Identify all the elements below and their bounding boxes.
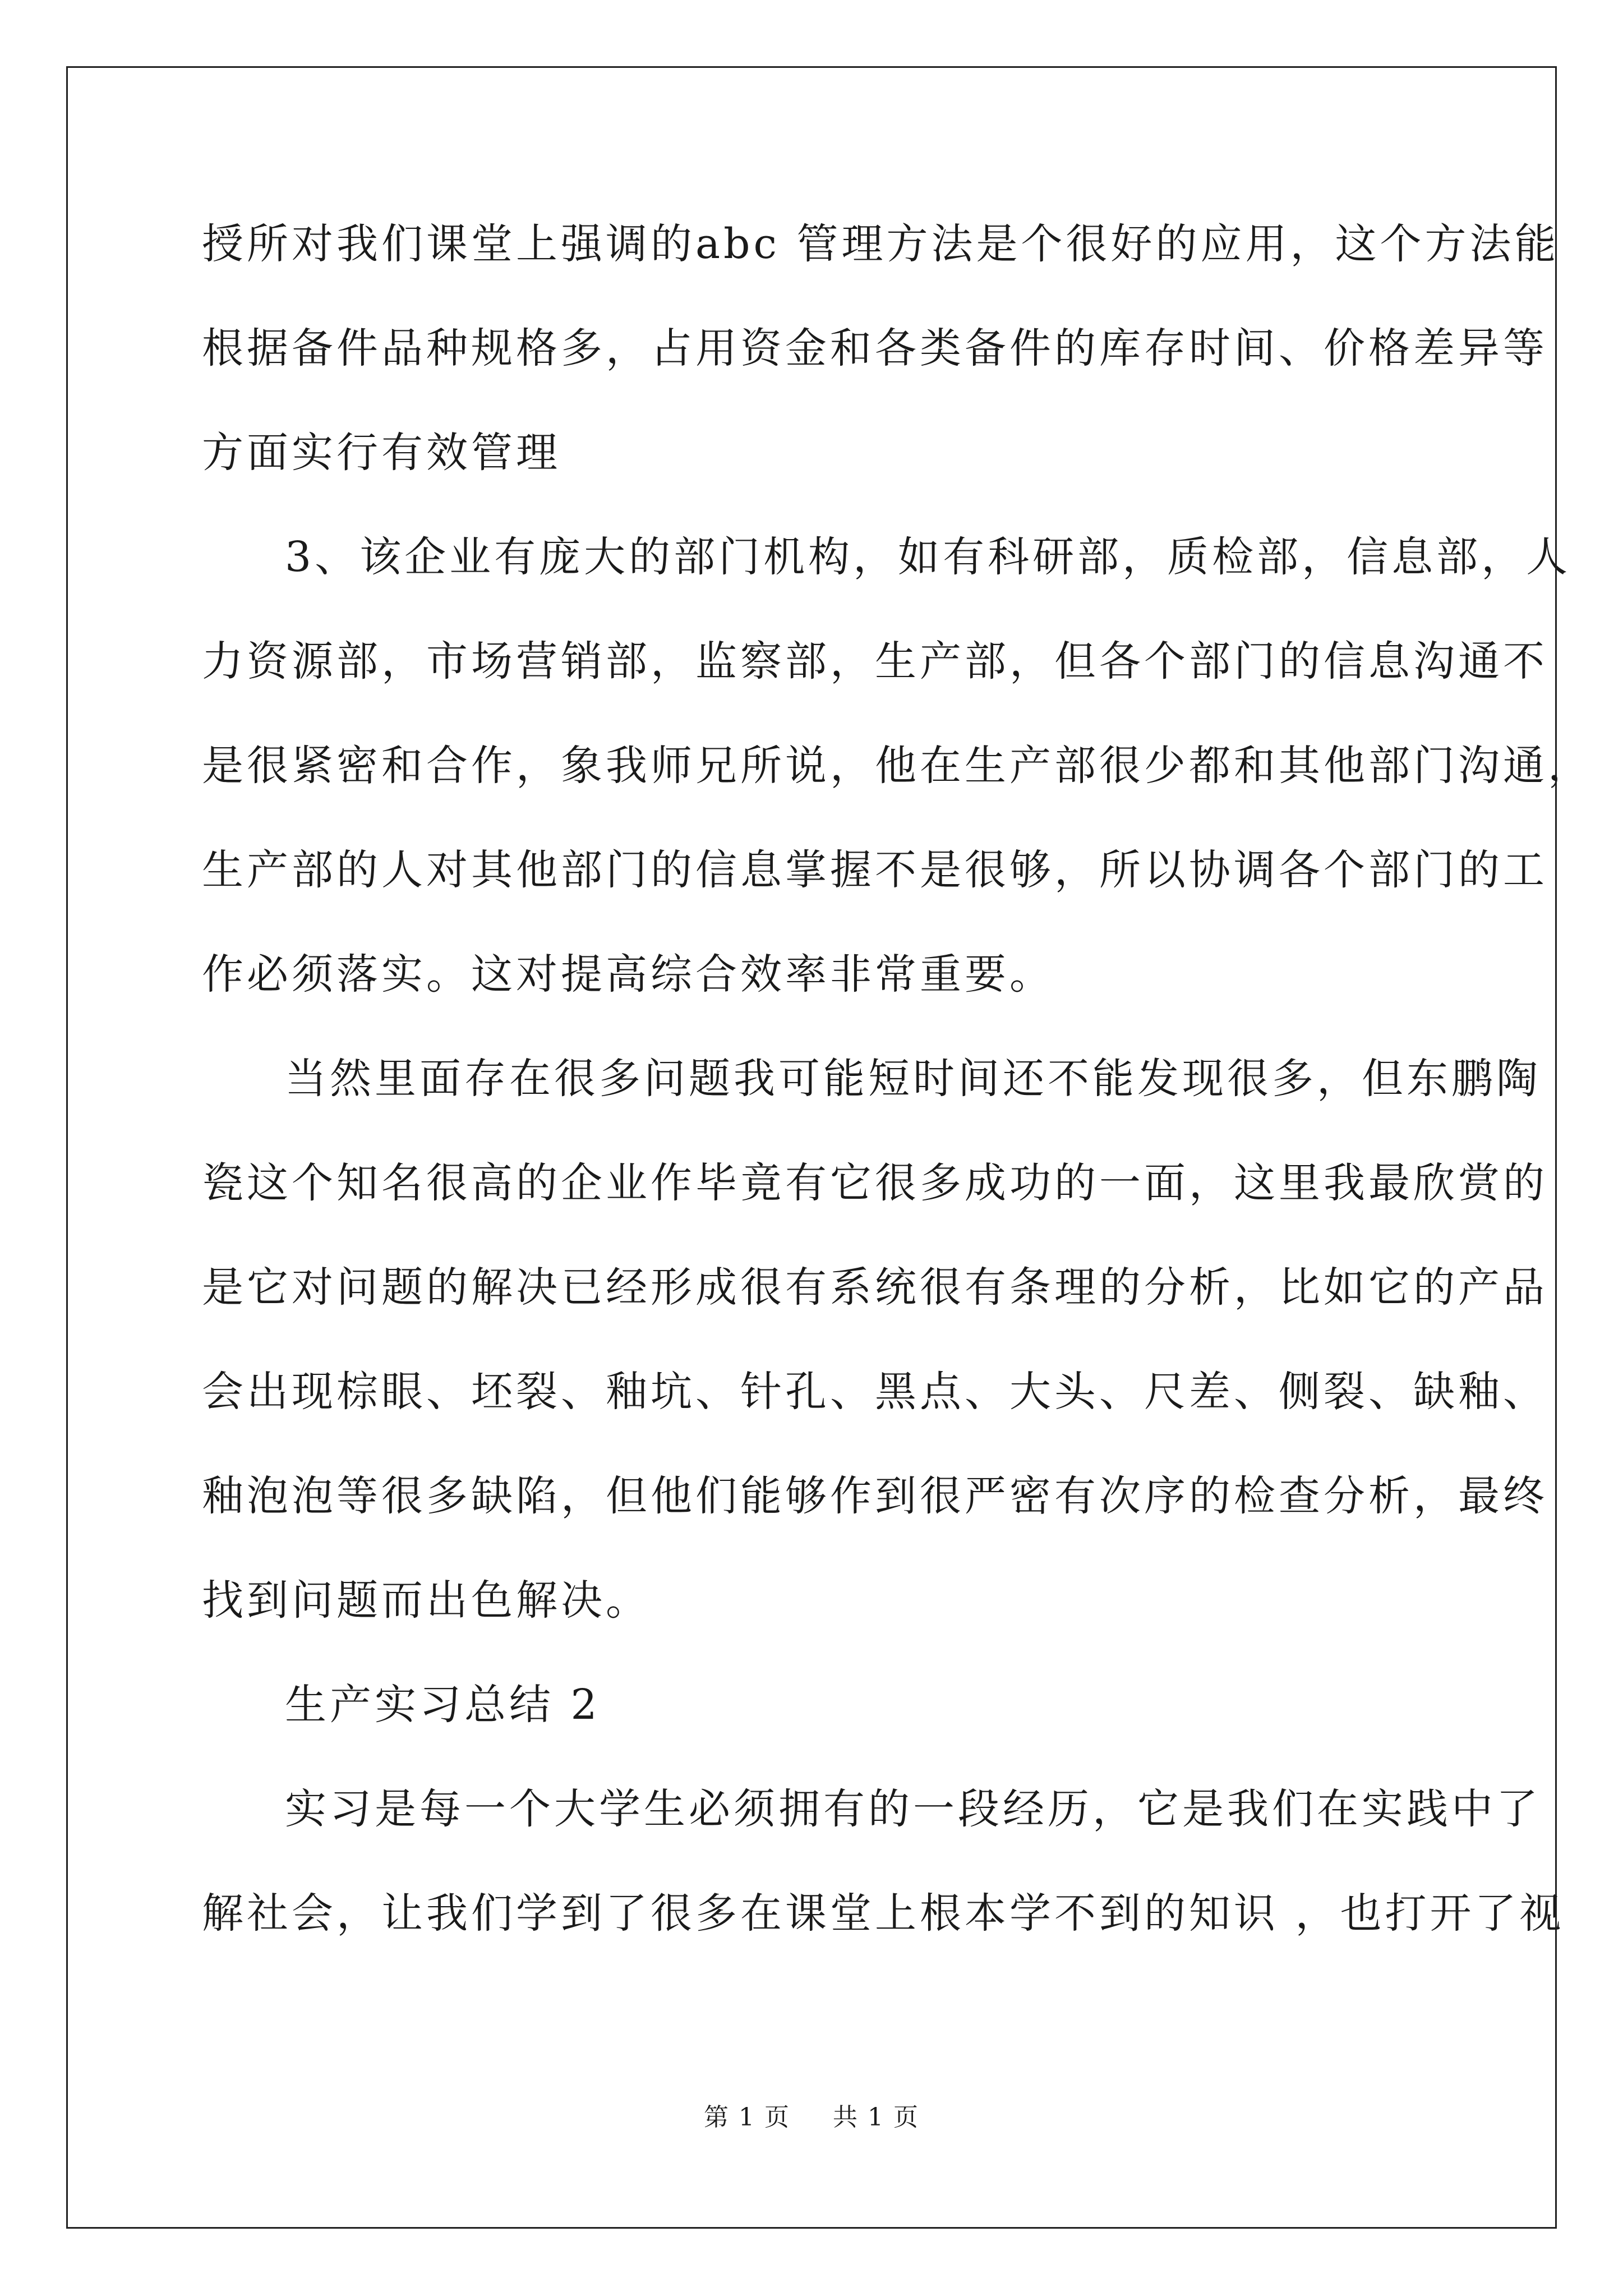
text-line: 是它对问题的解决已经形成很有系统很有条理的分析，比如它的产品	[202, 1263, 1548, 1312]
text-line: 瓷这个知名很高的企业作毕竟有它很多成功的一面，这里我最欣赏的	[202, 1159, 1548, 1207]
page-footer	[0, 2101, 1623, 2134]
page-number-current: 第 1 页	[704, 2103, 790, 2132]
text-line: 当然里面存在很多问题我可能短时间还不能发现很多，但东鹏陶	[285, 1055, 1541, 1103]
text-line: 会出现棕眼、坯裂、釉坑、针孔、黑点、大头、尺差、侧裂、缺釉、	[202, 1368, 1548, 1416]
text-line: 3、该企业有庞大的部门机构，如有科研部，质检部，信息部，人	[285, 533, 1571, 581]
text-line: 根据备件品种规格多，占用资金和各类备件的库存时间、价格差异等	[202, 324, 1548, 372]
text-line: 是很紧密和合作，象我师兄所说，他在生产部很少都和其他部门沟通，	[202, 742, 1593, 790]
text-line: 解社会，让我们学到了很多在课堂上根本学不到的知识 ，也打开了视	[202, 1889, 1565, 1938]
text-line: 生产部的人对其他部门的信息掌握不是很够，所以协调各个部门的工	[202, 846, 1548, 894]
text-line: 实习是每一个大学生必须拥有的一段经历，它是我们在实践中了	[285, 1785, 1541, 1833]
section-heading: 生产实习总结 2	[285, 1681, 601, 1729]
page-number-total: 共 1 页	[833, 2103, 919, 2132]
text-line: 找到问题而出色解决。	[202, 1576, 651, 1625]
text-line: 力资源部，市场营销部，监察部，生产部，但各个部门的信息沟通不	[202, 637, 1548, 685]
text-line: 方面实行有效管理	[202, 429, 561, 477]
text-line: 授所对我们课堂上强调的abc 管理方法是个很好的应用，这个方法能	[202, 220, 1560, 268]
text-line: 釉泡泡等很多缺陷，但他们能够作到很严密有次序的检查分析，最终	[202, 1472, 1548, 1520]
text-line: 作必须落实。这对提高综合效率非常重要。	[202, 950, 1054, 999]
